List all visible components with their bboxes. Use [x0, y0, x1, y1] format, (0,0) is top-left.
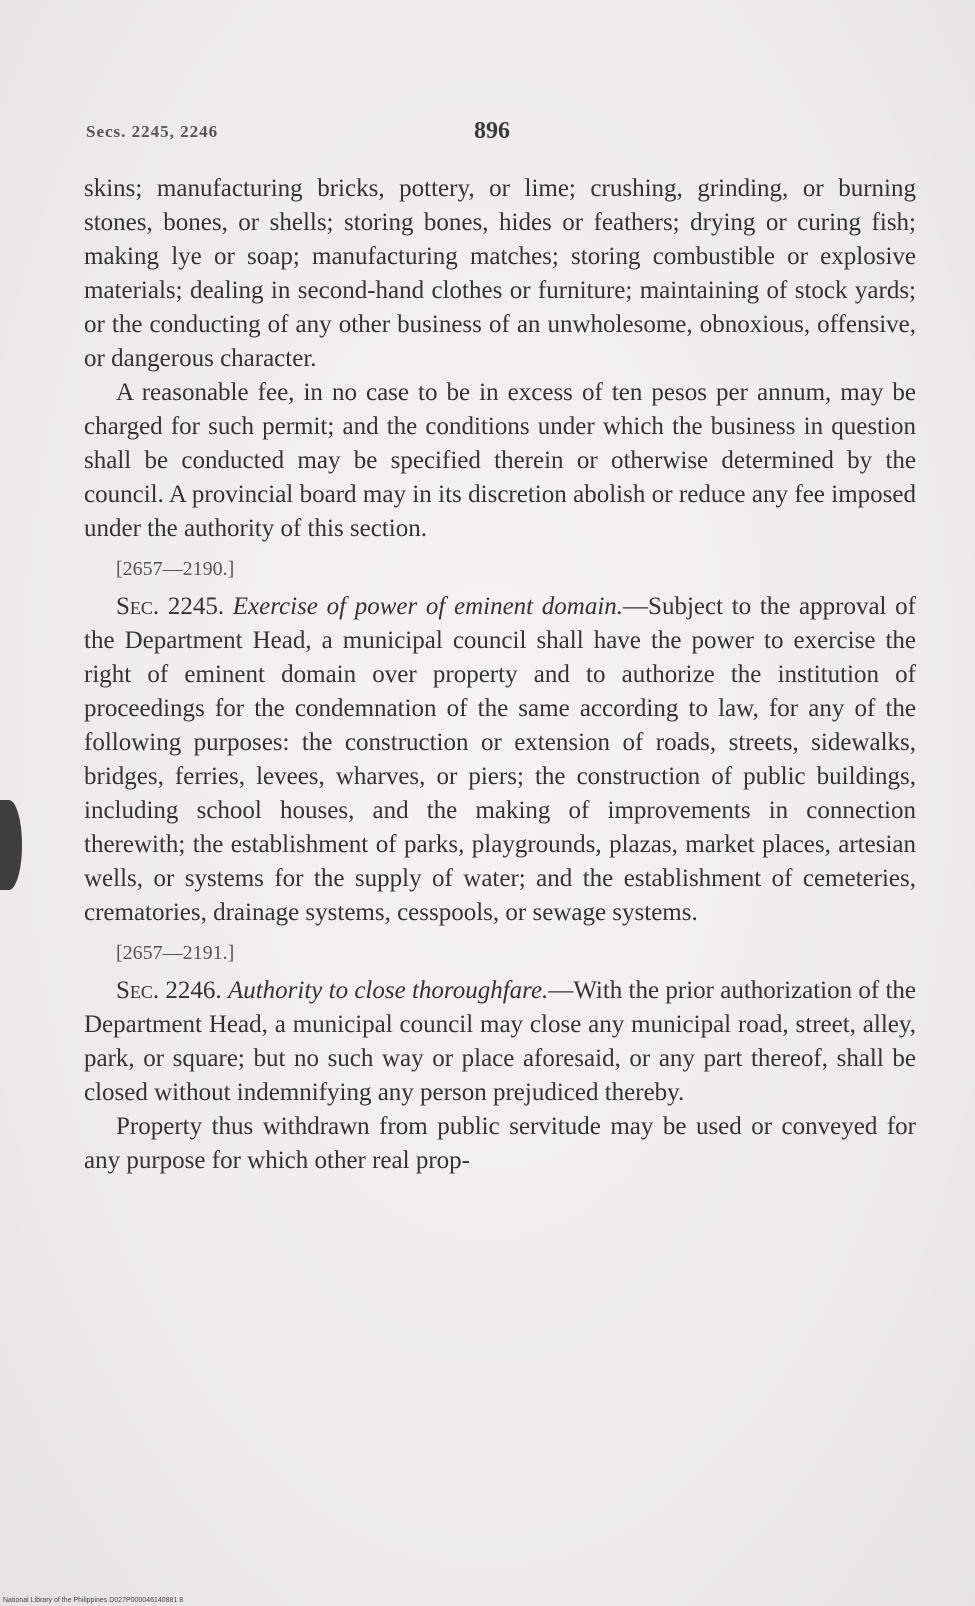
page-header [86, 118, 916, 148]
paragraph-continued: skins; manufacturing bricks, pottery, or lime; crushing, grinding, or burning stones, bones, or shells; storing bones, hides or feathers; drying or curing fish; making lye or soap; manufacturing matches; storing combustible or explosive materials; dealing in second-hand clothes or furniture; maintaining of stock yards; or the conducting of any other business of an unwholesome, obnoxious, offensive, or dangerous character. [84, 175, 916, 372]
section-2246-label: Sec. 2246. [116, 977, 222, 1004]
section-2246 [84, 974, 916, 1110]
running-head: Secs. 2245, 2246 [86, 122, 219, 141]
section-2245 [84, 590, 916, 930]
paragraph-fee: A reasonable fee, in no case to be in excess of ten pesos per annum, may be charged for such permit; and the conditions under which the business in question shall be conducted may be specified therein or otherwise determined by the council. A provincial board may in its discretion abolish or reduce any fee imposed under the authority of this section. [84, 379, 916, 542]
section-2245-title: Exercise of power of eminent domain. [232, 593, 624, 620]
section-2246-text: —With the prior authorization of the Department Head, a municipal council may close any municipal road, street, alley, park, or square; but no such way or place aforesaid, or any part thereof, shall be closed without indemnifying any person prejudiced thereby. [84, 977, 917, 1106]
paragraph-property: Property thus withdrawn from public servitude may be used or conveyed for any purpose for which other real prop- [84, 1113, 916, 1174]
section-2246-title: Authority to close thoroughfare. [227, 977, 549, 1004]
section-2245-text: —Subject to the approval of the Department Head, a municipal council shall have the power to exercise the right of eminent domain over property and to authorize the institution of proceedings for the condemnation of the same according to law, for any of the following purposes: the construction or extension of roads, streets, sidewalks, bridges, ferries, levees, wharves, or piers; the construction of public buildings, including school houses, and the making of improvements in connection therewith; the establishment of parks, playgrounds, plazas, market places, artesian wells, or systems for the supply of water; and the establishment of cemeteries, crematories, drainage systems, cesspools, or sewage systems. [84, 593, 917, 926]
body-text [84, 172, 916, 1178]
citation-2191: [2657—2191.] [116, 942, 235, 964]
page-number: 896 [474, 118, 510, 144]
section-2245-label: Sec. 2245. [116, 593, 225, 620]
scan-credit: National Library of the Philippines D027P000046140881 8 [3, 1597, 184, 1604]
binding-shadow [0, 800, 22, 890]
citation-2190: [2657—2190.] [116, 558, 235, 580]
